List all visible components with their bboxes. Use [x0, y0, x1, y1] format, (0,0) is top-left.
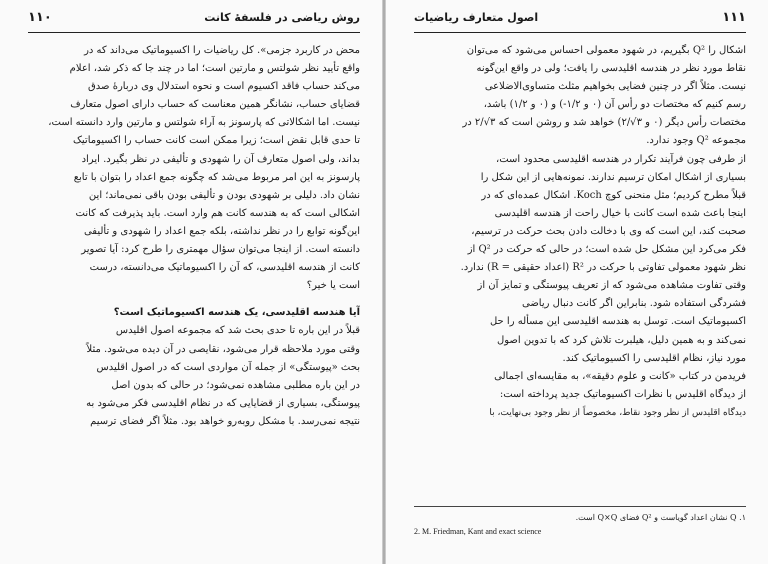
left-page-header: [28, 10, 360, 33]
running-title: اصول متعارف ریاضیات: [414, 11, 539, 24]
text-line: اکسیوماتیک است. توسل به هندسه اقلیدسی این مسأله را حل: [489, 316, 746, 328]
text-line: تا حدی قابل نقض است؛ زیرا ممکن است کانت حساب را اکسیوماتیک: [72, 135, 360, 147]
text-line: فکر می‌کرد این مشکل حل شده است؛ در حالی که حرکت در Q² از: [467, 244, 746, 256]
page-number: ۱۱۰: [28, 10, 52, 25]
text-line: نتیجه نمی‌رسد. با مشکل روبه‌رو خواهد بود. مثلاً اگر فضای ترسیم: [90, 415, 360, 427]
text-line: وقتی مورد ملاحظه قرار می‌شود، نقایصی در آن دیده می‌شود. مثلاً: [86, 343, 360, 355]
text-line: مختصات رأس دیگر (۰ و ۳√/۲) خواهد شد و روشن است که ۳√/۲ در: [462, 117, 746, 129]
text-line: وقتی تفاوت مشاهده می‌شود که از تعریف پیوستگی و تمایز آن از: [477, 280, 746, 292]
text-line: قبلاً مطرح کردیم؛ مثل منحنی کوچ Koch. اشکال عمده‌ای که در: [481, 189, 746, 201]
right-page: [386, 0, 768, 564]
text-line: بحث «پیوستگی» از جمله آن مواردی است که در اصول اقلیدس: [96, 361, 360, 373]
text-line: صحبت کند، این است که وی با دخالت دادن بحث حرکت در ترسیم،: [471, 225, 746, 237]
running-title: روش ریاضی در فلسفهٔ کانت: [204, 11, 360, 24]
section-heading: آیا هندسه اقلیدسی، یک هندسه اکسیوماتیک است؟: [113, 307, 360, 319]
text-line: نقاط مورد نظر در هندسه اقلیدسی را یافت؛ ولی در واقع این‌گونه: [476, 63, 746, 75]
text-line: فشردگی استفاده شود. بنابراین اگر کانت دنبال ریاضی: [521, 298, 746, 310]
right-page-header: [414, 10, 746, 33]
left-page: [0, 0, 382, 564]
text-line: پارسونز به این امر مربوط می‌شد که چگونه جمع اعداد را بتوان با تابع: [73, 171, 360, 183]
text-line: مجموعه Q² وجود ندارد.: [646, 135, 746, 147]
text-line: بسیاری از اشکال امکان ترسیم ندارند. نمونه‌هایی از این شکل را: [480, 171, 746, 183]
text-line: قبلاً در این باره تا حدی بحث شد که مجموعه اصول اقلیدس: [115, 325, 360, 337]
text-line: فریدمن در کتاب «کانت و علوم دقیقه»، به مقایسه‌ای اجمالی: [494, 370, 746, 382]
text-line: در این باره مطلبی مشاهده نمی‌شود؛ در حالی که بدون اصل: [111, 379, 360, 391]
page-number: ۱۱۱: [722, 10, 746, 25]
text-line: است یا خیر؟: [306, 280, 360, 292]
text-line: نیست. اما اشکالاتی که پارسونز به آراء شولتس و مارتین وارد دانسته است،: [48, 117, 360, 129]
right-page-body: [414, 42, 746, 422]
text-line: دانسته است. از اینجا می‌توان سؤال مهمتری را طرح کرد: آیا تصویر: [81, 244, 360, 256]
text-line: از دیدگاه اقلیدس با نظرات اکسیوماتیک جدید پرداخته است:: [499, 388, 746, 400]
text-line: کانت از هندسه اقلیدسی، که آن را اکسیوماتیک می‌دانسته، درست: [89, 262, 360, 274]
text-line: رسم کنیم که مختصات دو رأس آن (۰ و ۱/۲-) و (۰ و ۱/۲) باشد،: [483, 99, 746, 111]
block-quote-line: دیدگاه اقلیدس از نظر وجود نقاط، مخصوصاً از نظر وجود بی‌نهایت، با: [489, 407, 746, 418]
left-page-body: [28, 42, 360, 431]
paragraph-gap: [28, 295, 360, 304]
text-line: این‌گونه توابع را در نظر نداشته، بلکه جمع اعداد را شهودی و تألیفی: [83, 225, 360, 237]
text-line: اشکال را Q² بگیریم، در شهود معمولی احساس می‌شود که می‌توان: [466, 45, 746, 56]
text-line: نمی‌کند و به همین دلیل، هیلبرت تلاش کرد که با تدوین اصول: [496, 334, 746, 346]
text-line: اشکالی است که به هندسه کانت هم وارد است. باید پذیرفت که کانت: [75, 207, 360, 219]
text-line: مورد نیاز، نظام اقلیدسی را اکسیوماتیک کند.: [562, 352, 746, 364]
text-line: اینجا باعث شده است کانت با خیال راحت از هندسه اقلیدسی: [494, 207, 746, 219]
text-line: نظر شهود معمولی تفاوتی با حرکت در R² (اعداد حقیقی = R) ندارد.: [460, 262, 746, 274]
text-line: نیست. مثلاً اگر در چنین فضایی بخواهیم مثلث متساوی‌الاضلاعی: [484, 81, 746, 93]
footnote-rule: [414, 506, 746, 507]
text-line: می‌کند حساب فاقد اکسیوم است و نحوه استدلال وی دربارهٔ صدق: [88, 81, 360, 93]
text-line: بداند، ولی اصول متعارف آن را شهودی و تألیفی در نظر بگیرد. ایراد: [81, 153, 360, 165]
text-line: قضایای حساب، نشانگر همین معناست که حساب دارای اصول متعارف: [70, 99, 360, 111]
footnote: 2. M. Friedman, Kant and exact science: [414, 527, 542, 536]
text-line: پیوستگی، بسیاری از قضایایی که در نظام اقلیدسی فکر می‌شود به: [86, 397, 360, 409]
text-line: واقع تأیید نظر شولتس و مارتین است؛ اما در چند جا که ذکر شد، اعلام: [69, 63, 360, 75]
text-line: نشان داد. دلیلی بر شهودی بودن و تألیفی بودن باقی نمی‌ماند؛ این: [88, 189, 360, 201]
text-line: از طرفی چون فرآیند تکرار در هندسه اقلیدسی محدود است،: [495, 153, 746, 165]
text-line: محض در کاربرد جزمی». کل ریاضیات را اکسیوماتیک می‌داند که در: [84, 45, 360, 56]
footnote: ۱. Q نشان اعداد گویاست و Q² فضای Q×Q است.: [575, 513, 746, 522]
